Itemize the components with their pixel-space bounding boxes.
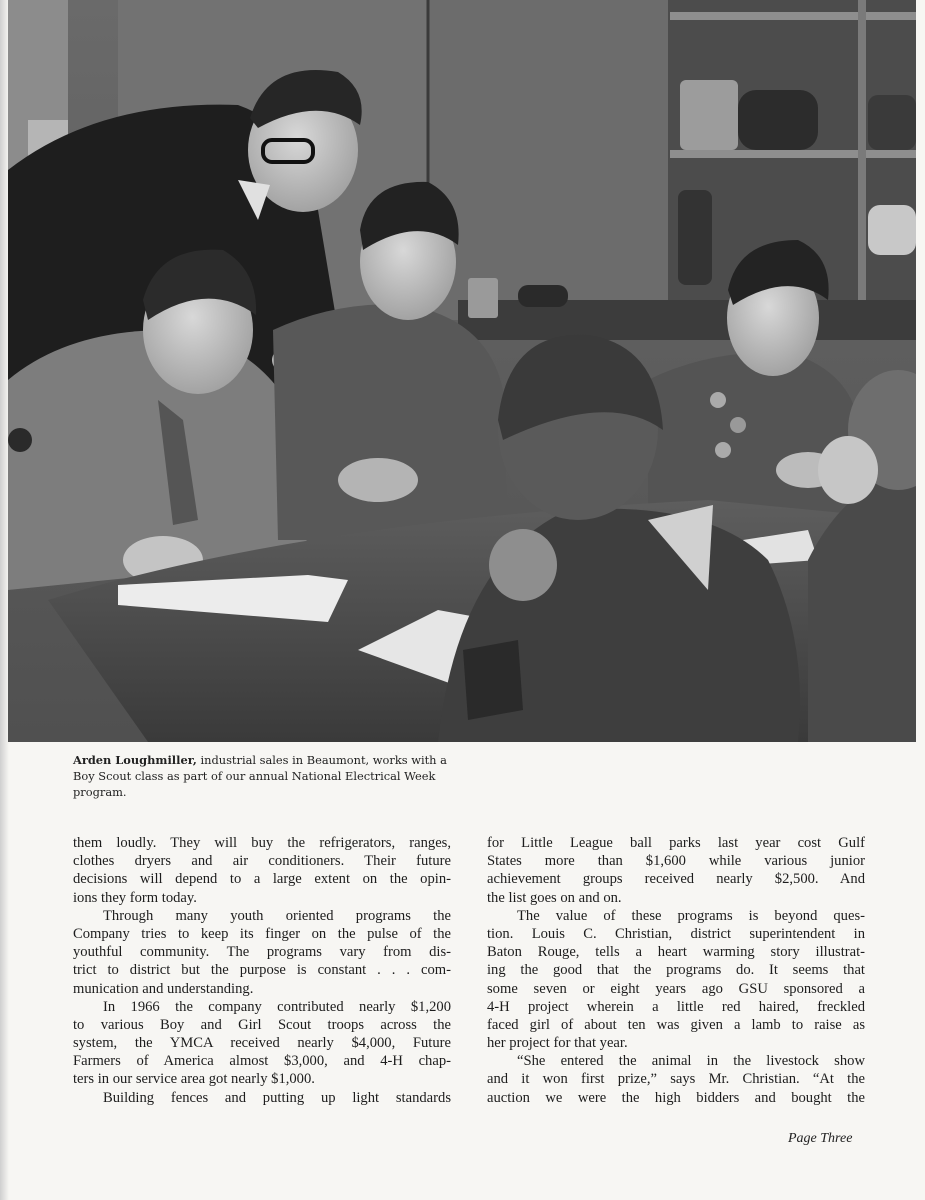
text-line: achievement groups received nearly $2,500. And	[487, 871, 865, 888]
scout-class-photo	[8, 0, 916, 742]
text-line: clothes dryers and air conditioners. Their future	[73, 853, 451, 870]
photo-illustration	[8, 0, 916, 742]
text-line: In 1966 the company contributed nearly $1,200	[103, 998, 451, 1015]
text-line: youthful community. The programs vary from dis-	[73, 944, 451, 961]
text-line: States more than $1,600 while various junior	[487, 853, 865, 870]
text-line: Building fences and putting up light standards	[103, 1089, 451, 1106]
text-line: decisions will depend to a large extent on the opin-	[73, 871, 451, 888]
text-line: system, the YMCA received nearly $4,000, Future	[73, 1035, 451, 1052]
left-column	[73, 834, 451, 1107]
caption-text: industrial sales in Beaumont, works with a Boy Scout class as part of our annual National Electrical Week program.	[73, 753, 447, 799]
page-number: Page Three	[788, 1131, 853, 1146]
text-line: them loudly. They will buy the refrigerators, ranges,	[73, 835, 451, 851]
text-line: Farmers of America almost $3,000, and 4-H chap-	[73, 1053, 451, 1070]
text-line: faced girl of about ten was given a lamb to raise as	[487, 1016, 865, 1033]
text-line: ions they form today.	[73, 889, 197, 906]
text-line: munication and understanding.	[73, 980, 254, 997]
text-line: “She entered the animal in the livestock show	[517, 1053, 865, 1070]
text-line: to various Boy and Girl Scout troops across the	[73, 1016, 451, 1033]
text-line: 4-H project wherein a little red haired, freckled	[487, 998, 865, 1015]
text-line: auction we were the high bidders and bought the	[487, 1089, 865, 1106]
photo-caption	[73, 752, 463, 800]
right-column	[487, 834, 865, 1107]
text-line: ters in our service area got nearly $1,000.	[73, 1071, 315, 1088]
text-line: Company tries to keep its finger on the pulse of the	[73, 925, 451, 942]
text-line: the list goes on and on.	[487, 889, 622, 906]
caption-name: Arden Loughmiller,	[73, 753, 197, 767]
text-line: trict to district but the purpose is constant . . . com-	[73, 962, 451, 979]
text-line: Baton Rouge, tells a heart warming story illustrat-	[487, 944, 865, 961]
text-line: for Little League ball parks last year cost Gulf	[487, 835, 865, 851]
text-line: and it won first prize,” says Mr. Christian. “At the	[487, 1071, 865, 1088]
text-line: The value of these programs is beyond ques-	[517, 907, 865, 924]
text-line: her project for that year.	[487, 1035, 628, 1052]
text-line: tion. Louis C. Christian, district superintendent in	[487, 925, 865, 942]
text-line: Through many youth oriented programs the	[103, 907, 451, 924]
text-line: some seven or eight years ago GSU sponsored a	[487, 980, 865, 997]
text-line: ing the good that the programs do. It seems that	[487, 962, 865, 979]
